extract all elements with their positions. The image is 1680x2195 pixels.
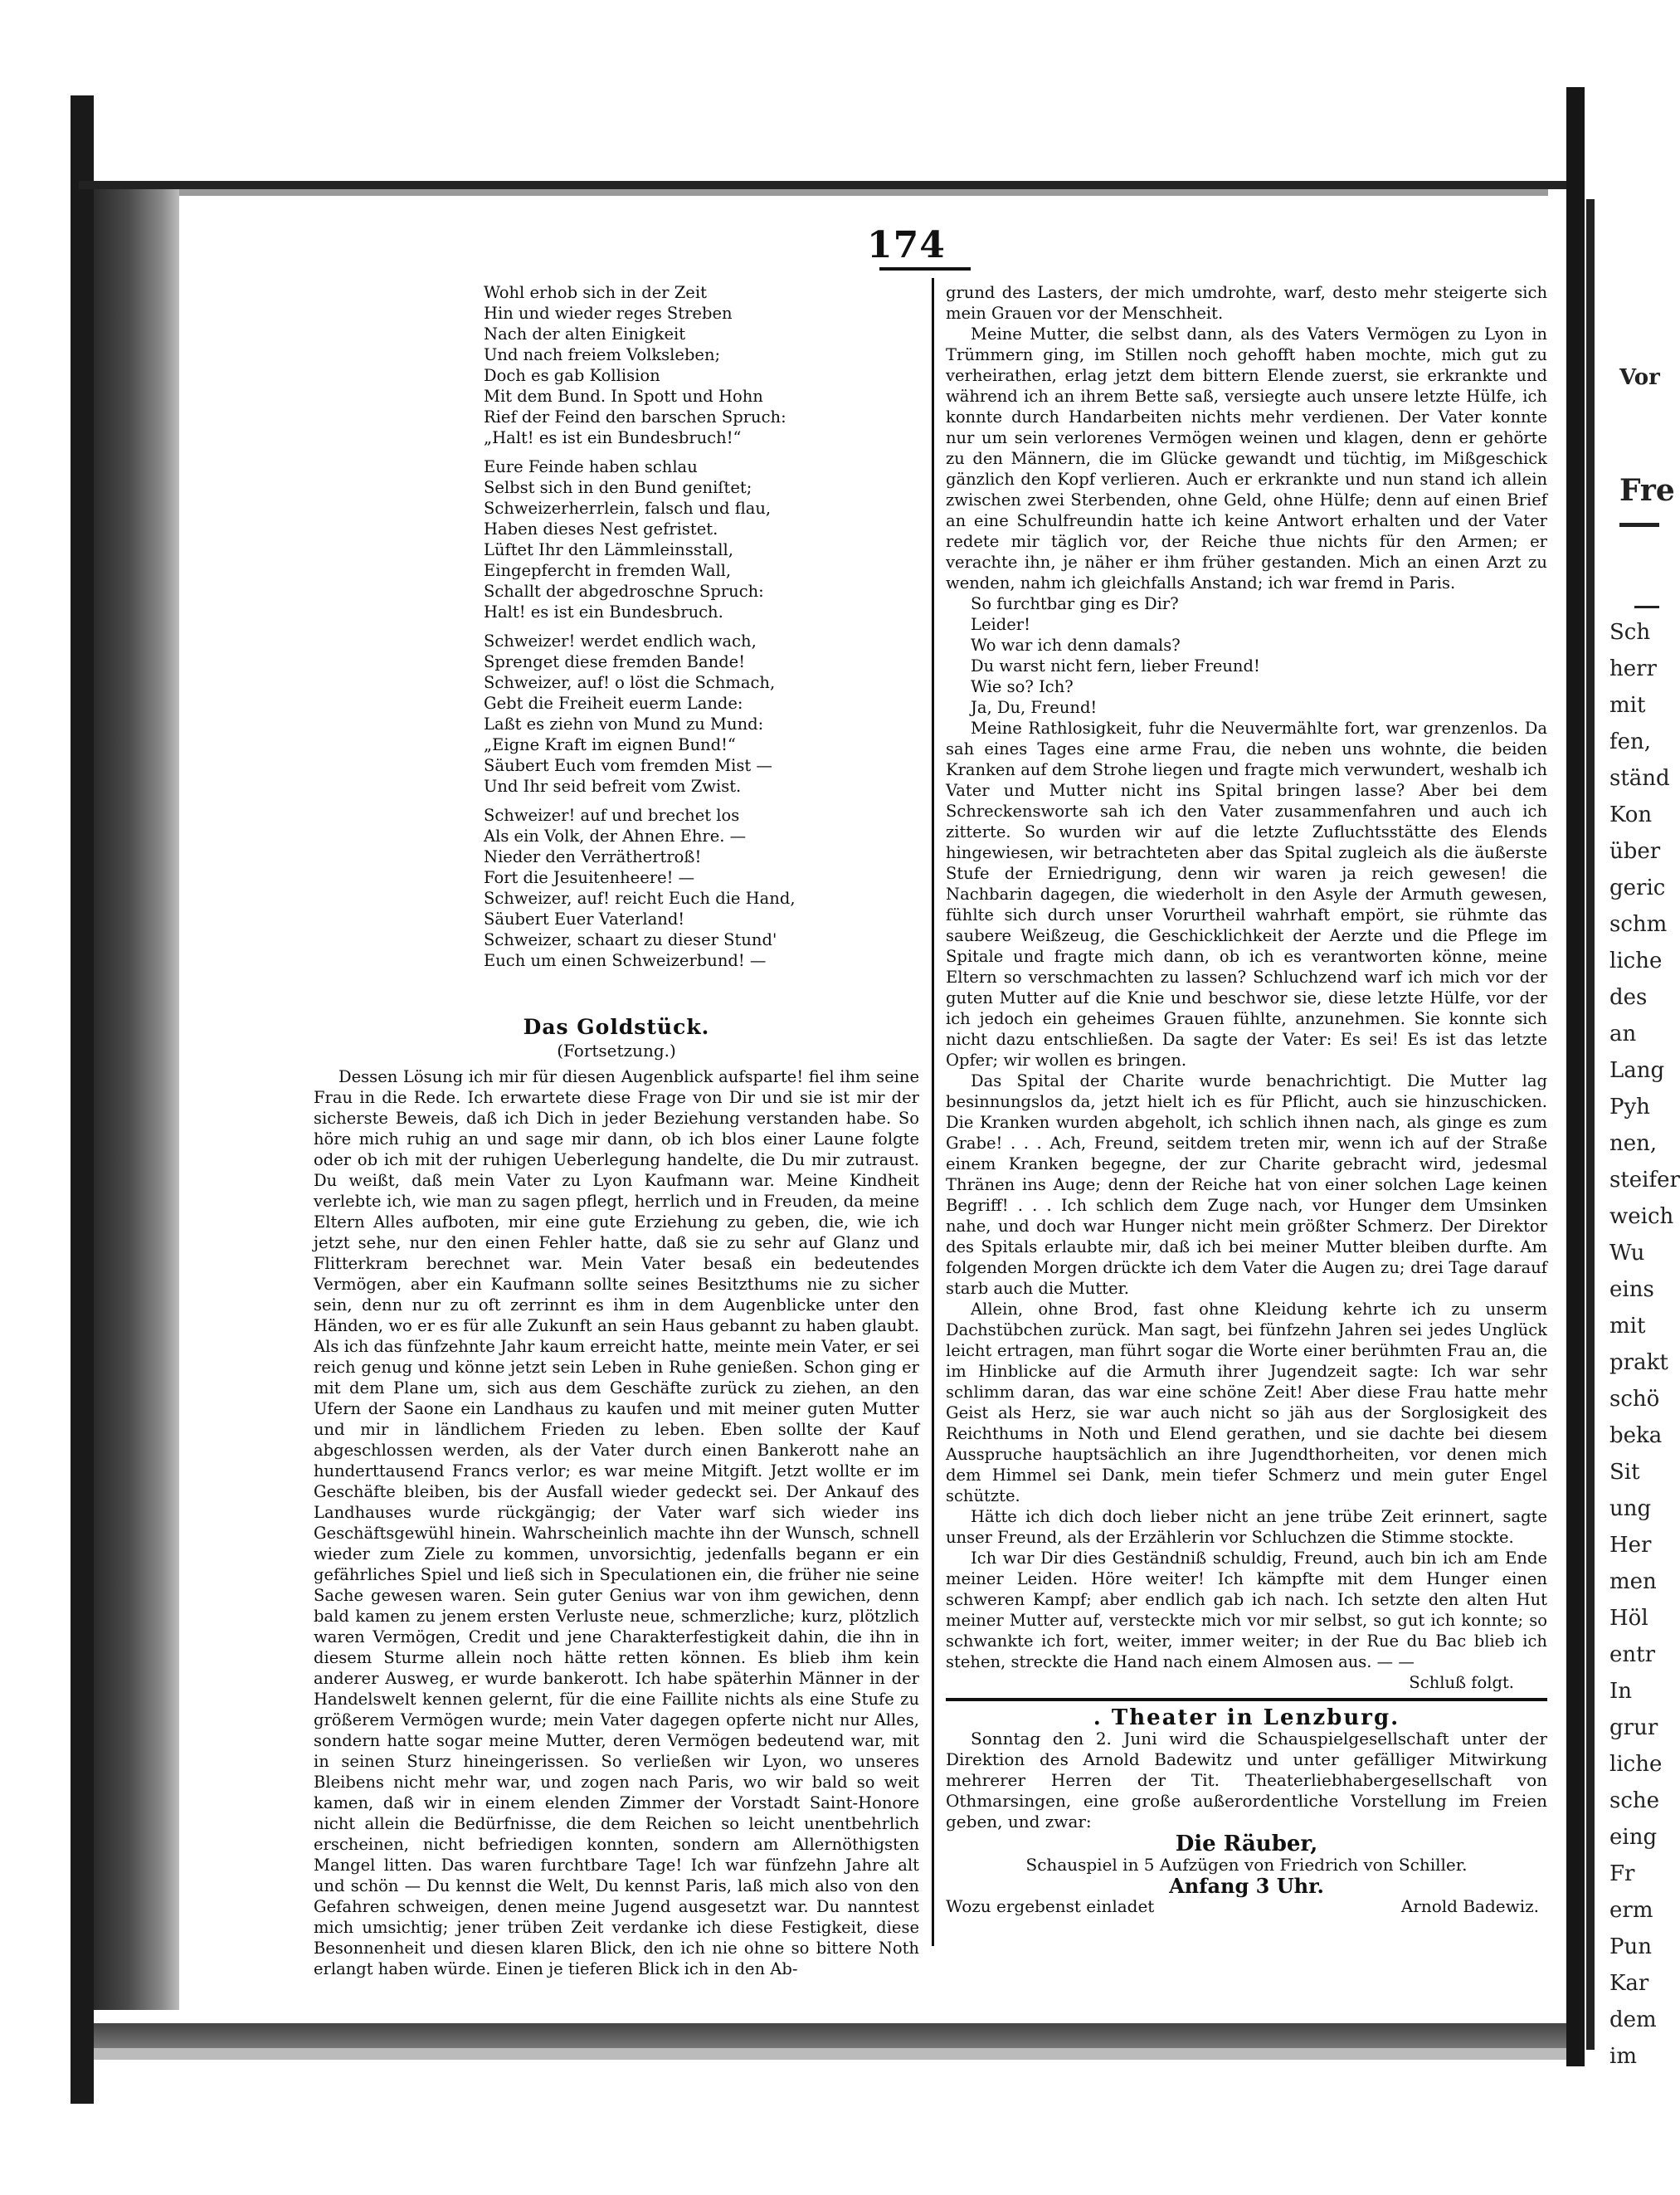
story-paragraph: grund des Lasters, der mich umdrohte, warf, desto mehr steigerte sich mein Grauen vor der Menschheit.: [946, 283, 1547, 323]
story-continued-note: Schluß folgt.: [1409, 1673, 1514, 1692]
next-page-fragment-line: prakt: [1609, 1350, 1668, 1375]
poem-line: Schweizerherrlein, falsch und flau,: [484, 499, 772, 518]
notice-title: . Theater in Lenzburg.: [1093, 1705, 1400, 1730]
column-divider: [932, 278, 934, 1946]
next-page-fragment-line: eins: [1609, 1277, 1654, 1302]
notice-body: Sonntag den 2. Juni wird die Schauspielgesellschaft unter der Direktion des Arnold Badewitz und unter gefälliger Mitwirkung mehrerer Herren der Tit. Theaterliebhabergesellschaft von Othmarsingen, eine große außerordentliche Vorstellung im Freien geben, und zwar:: [946, 1729, 1547, 1832]
next-page-fragment-line: geric: [1609, 876, 1666, 900]
next-page-fragment-head-2: Fre: [1619, 473, 1675, 508]
poem-line: Doch es gab Kollision: [484, 366, 660, 385]
next-page-fragment-line: nen,: [1609, 1131, 1658, 1156]
next-page-fragment-line: dem: [1609, 2007, 1657, 2032]
dialog-line: Wie so? Ich?: [971, 677, 1074, 696]
poem-line: Fort die Jesuitenheere! —: [484, 868, 695, 887]
next-page-fragment-line: grur: [1609, 1715, 1658, 1740]
next-page-fragment-line: entr: [1609, 1642, 1656, 1667]
poem-line: Sprenget diese fremden Bande!: [484, 652, 746, 671]
poem-line: Wohl erhob sich in der Zeit: [484, 283, 707, 302]
next-page-fragment-line: Pun: [1609, 1934, 1652, 1959]
next-page-fragment-line: eing: [1609, 1825, 1658, 1850]
poem-line: Nach der alten Einigkeit: [484, 324, 686, 344]
story-subtitle: (Fortsetzung.): [557, 1041, 676, 1061]
poem-line: Schweizer, auf! reicht Euch die Hand,: [484, 889, 796, 908]
story-paragraph: Meine Mutter, die selbst dann, als des Vaters Vermögen zu Lyon in Trümmern ging, im Stillen noch gehofft haben mochte, mich gut zu verheirathen, erlag jetzt dem bittern Elende zuerst, sie erkrankte und während ich an ihrem Bette saß, versiegte auch unsere letzte Hülfe, ich konnte durch Handarbeiten nichts mehr verdienen. Der Vater konnte nur um sein verlorenes Vermögen weinen und klagen, denn er gehörte zu den Männern, die im Glücke gewandt und tüchtig, im Mißgeschick gänzlich den Kopf verlieren. Auch er erkrankte und nun stand ich allein zwischen zwei Sterbenden, ohne Geld, ohne Hülfe; denn auf einen Brief an eine Schulfreundin hatte ich keine Antwort erhalten und der Vater redete mir täglich vor, der Reiche thue nichts für den Armen; er verachte ihn, je näher er ihm früher gestanden. Mich an einen Arzt zu wenden, nahm ich gleichfalls Anstand; ich war fremd in Paris.: [946, 324, 1547, 593]
notice-signature-row: [946, 1896, 1547, 1917]
next-page-fragment-line: Sit: [1609, 1460, 1640, 1485]
next-page-fragment-line: liche: [1609, 949, 1663, 973]
poem-line: Haben dieses Nest gefristet.: [484, 519, 718, 539]
dialog-line: So furchtbar ging es Dir?: [971, 594, 1179, 613]
next-page-fragment-line: an: [1609, 1022, 1637, 1046]
next-page-fragment-line: liche: [1609, 1752, 1663, 1777]
poem-line: Rief der Feind den barschen Spruch:: [484, 407, 786, 427]
poem-stanza: [484, 805, 919, 971]
next-page-fragment-head-1: Vor: [1619, 365, 1660, 390]
next-page-fragment: [1586, 199, 1680, 2069]
dialog-line: Wo war ich denn damals?: [971, 636, 1181, 655]
notice-play-title: Die Räuber,: [1175, 1832, 1318, 1856]
next-page-fragment-line: Wu: [1609, 1241, 1645, 1266]
page-number: 174: [867, 224, 946, 266]
scan-book-edge-left: [71, 95, 94, 2104]
next-page-fragment-line: Kar: [1609, 1971, 1649, 1996]
next-page-fragment-line: mit: [1609, 693, 1646, 718]
next-page-fragment-line: sche: [1609, 1788, 1660, 1813]
poem-line: Lüftet Ihr den Lämmleinsstall,: [484, 540, 733, 559]
poem-line: Schallt der abgedroschne Spruch:: [484, 582, 764, 601]
poem-stanza: [484, 631, 919, 797]
poem-line: Schweizer, auf! o löst die Schmach,: [484, 673, 776, 692]
theater-notice: [946, 1705, 1547, 1917]
next-page-fragment-line: Kon: [1609, 802, 1653, 827]
poem-line: Und Ihr seid befreit vom Zwist.: [484, 777, 742, 796]
notice-invite: Wozu ergebenst einladet: [946, 1896, 1155, 1916]
next-page-fragment-line: herr: [1609, 656, 1657, 681]
scan-bottom-shadow: [94, 2048, 1579, 2060]
poem-line: Gebt die Freiheit euerm Lande:: [484, 694, 743, 713]
poem-line: Euch um einen Schweizerbund! —: [484, 951, 767, 970]
scan-top-shadow: [179, 189, 1548, 196]
left-column: [314, 282, 919, 1979]
poem-line: Eure Feinde haben schlau: [484, 457, 698, 476]
next-page-fragment-line: Fr: [1609, 1861, 1635, 1886]
poem-line: Schweizer! werdet endlich wach,: [484, 632, 757, 651]
story-paragraph: Allein, ohne Brod, fast ohne Kleidung kehrte ich zu unserm Dachstübchen zurück. Man sagt, bei fünfzehn Jahren sei jedes Unglück leicht ertragen, man führt sogar die Worte einer berühmten Frau an, die im Hinblicke auf die Armuth ihrer Jugendzeit sagte: Ich war sehr schlimm daran, das war eine schöne Zeit! Aber diese Frau hatte mehr Geist als Herz, sie war auch nicht so jäh aus der Sorglosigkeit des Reichthums in Noth und Elend gerathen, und sie dachte bei diesem Ausspruche hauptsächlich an ihre Jugendthorheiten, vor denen mich dem Himmel sei Dank, mein tiefer Schmerz und mein guter Engel schützte.: [946, 1300, 1547, 1505]
dialog-line: Leider!: [971, 615, 1030, 634]
dialog-line: Du warst nicht fern, lieber Freund!: [971, 656, 1260, 676]
next-page-fragment-line: ständ: [1609, 766, 1670, 791]
next-page-fragment-line: Sch: [1609, 620, 1651, 645]
story-paragraph: Das Spital der Charite wurde benachrichtigt. Die Mutter lag besinnungslos da, jetzt hielt ich es für Pflicht, auch sie hinzuschicken. Die Kranken wurden abgeholt, ich schlich ihnen nach, als ginge es zum Grabe! . . . Ach, Freund, seitdem treten mir, wenn ich auf der Straße einem Kranken begegne, der zur Charite gebracht wird, jedesmal Thränen ins Auge; denn der Reiche hat von einer solchen Lage keinen Begriff! . . . Ich schlich dem Zuge nach, vor Hunger dem Umsinken nahe, und doch war Hunger nicht mein größter Schmerz. Der Direktor des Spitals erlaubte mir, daß ich bei meiner Mutter bleiben durfte. Am folgenden Morgen drückte ich dem Vater die Augen zu; drei Tage darauf starb auch die Mutter.: [946, 1071, 1547, 1298]
right-column: [946, 282, 1547, 1917]
next-page-fragment-line: mit: [1609, 1314, 1646, 1339]
story-paragraph: Meine Rathlosigkeit, fuhr die Neuvermählte fort, war grenzenlos. Da sah eines Tages eine arme Frau, die neben uns wohnte, die beiden Kranken auf dem Strohe liegen und fragte mich verwundert, weshalb ich Vater und Mutter nicht ins Spital bringen lasse? Aber bei dem Schreckensworte sah ich den Vater zusammenfahren und auch ich zitterte. So wurden wir auf die letzte Zufluchtsstätte des Elends hingewiesen, wir betrachteten aber das Spital zugleich als die äußerste Stufe der Erniedrigung, denn wir waren ja reich gewesen! die Nachbarin dagegen, die wiederholt in den Asyle der Armuth gewesen, fühlte sich durch unser Vorurtheil wahrhaft empört, sie rühmte das saubere Weißzeug, die Geschicklichkeit der Aerzte und die Pflege im Spitale und fragte mich dann, ob ich es verantworten könne, meine Eltern so verschmachten zu lassen? Schluchzend warf ich mich vor der guten Mutter auf die Knie und beschwor sie, diese letzte Hülfe, vor der ich jedoch ein geheimes Grauen fühlte, anzunehmen. Sie konnte sich nicht dazu entschließen. Da sagte der Vater: Es sei! Es ist das letzte Opfer; wir wollen es bringen.: [946, 719, 1547, 1070]
next-page-fragment-line: erm: [1609, 1898, 1653, 1923]
poem-line: Laßt es ziehn von Mund zu Mund:: [484, 715, 764, 734]
scan-book-edge-right: [1566, 87, 1585, 2066]
poem-line: Selbst sich in den Bund geniſtet;: [484, 478, 752, 497]
poem-line: „Eigne Kraft im eignen Bund!“: [484, 735, 736, 754]
next-page-fragment-line: men: [1609, 1569, 1657, 1594]
poem-line: Und nach freiem Volksleben;: [484, 345, 721, 364]
poem-stanza: [484, 456, 919, 622]
poem-line: Schweizer, schaart zu dieser Stund': [484, 930, 777, 949]
next-page-fragment-line: Her: [1609, 1533, 1652, 1558]
next-page-rule: [1619, 523, 1659, 527]
notice-signature: Arnold Badewiz.: [1400, 1896, 1539, 1916]
poem-line: Als ein Volk, der Ahnen Ehre. —: [484, 827, 747, 846]
next-page-fragment-line: ung: [1609, 1496, 1652, 1521]
next-page-fragment-line: steifer: [1609, 1168, 1680, 1193]
dialog-line: Ja, Du, Freund!: [971, 698, 1098, 717]
next-page-fragment-line: beka: [1609, 1423, 1663, 1448]
dialog-block: [946, 593, 1547, 718]
story-paragraph: Ich war Dir dies Geständniß schuldig, Freund, auch bin ich am Ende meiner Leiden. Höre weiter! Ich kämpfte mit dem Hunger einen schweren Kampf; aber endlich gab ich nach. Ich setzte den alten Hut meiner Mutter auf, versteckte mich vor mir selbst, so gut ich konnte; so schwankte ich fort, weiter, immer weiter; in der Rue du Bac blieb ich stehen, streckte die Hand nach einem Almosen aus. — —: [946, 1549, 1547, 1671]
poem-line: Mit dem Bund. In Spott und Hohn: [484, 387, 763, 406]
next-page-fragment-line: Höl: [1609, 1606, 1648, 1631]
poem-line: „Halt! es ist ein Bundesbruch!“: [484, 428, 742, 447]
next-page-fragment-line: des: [1609, 985, 1648, 1010]
next-page-rule-short: [1634, 606, 1659, 608]
next-page-fragment-line: im: [1609, 2044, 1637, 2069]
poem-line: Schweizer! auf und brechet los: [484, 806, 740, 825]
poem: [314, 282, 919, 971]
scan-bottom-edge: [94, 2023, 1579, 2048]
poem-stanza: [484, 282, 919, 448]
next-page-text-lines: [1609, 614, 1680, 2075]
next-page-fragment-line: schm: [1609, 912, 1668, 937]
story-paragraph: Hätte ich dich doch lieber nicht an jene trübe Zeit erinnert, sagte unser Freund, als der Erzählerin vor Schluchzen die Stimme stockte.: [946, 1507, 1547, 1547]
notice-start-time: Anfang 3 Uhr.: [1169, 1874, 1324, 1898]
poem-line: Hin und wieder reges Streben: [484, 304, 733, 323]
poem-line: Halt! es ist ein Bundesbruch.: [484, 602, 723, 622]
poem-line: Säubert Euch vom fremden Mist —: [484, 756, 772, 775]
next-page-fragment-line: Pyh: [1609, 1095, 1650, 1119]
next-page-fragment-line: weich: [1609, 1204, 1674, 1229]
next-page-fragment-line: Lang: [1609, 1058, 1665, 1083]
next-page-fragment-line: fen,: [1609, 729, 1652, 754]
notice-play-description: Schauspiel in 5 Aufzügen von Friedrich von Schiller.: [1025, 1855, 1468, 1875]
story-title: Das Goldstück.: [523, 1015, 710, 1039]
next-page-fragment-line: über: [1609, 839, 1661, 864]
poem-line: Säubert Euer Vaterland!: [484, 910, 685, 929]
next-page-fragment-line: In: [1609, 1679, 1633, 1704]
page-number-rule: [879, 267, 971, 271]
notice-rule: [946, 1698, 1547, 1701]
scan-top-edge: [79, 181, 1572, 189]
scan-gutter-shadow: [94, 184, 179, 2010]
story-paragraph: Dessen Lösung ich mir für diesen Augenblick aufsparte! fiel ihm seine Frau in die Rede. Ich erwartete diese Frage von Dir und sie ist mir der sicherste Beweis, daß ich Dich in jeder Beziehung verstanden habe. So höre mich ruhig an und sage mir dann, ob ich blos einer Laune folgte oder ob ich mit der ruhigen Ueberlegung handelte, die Du mir zutraust. Du weißt, daß mein Vater zu Lyon Kaufmann war. Meine Kindheit verlebte ich, wie man zu sagen pflegt, herrlich und in Freuden, da meine Eltern Alles aufboten, mir eine gute Erziehung zu geben, die, wie ich jetzt sehe, nur den einen Fehler hatte, daß sie zu sehr auf Glanz und Flitterkram berechnet war. Mein Vater besaß ein bedeutendes Vermögen, aber ein Kaufmann sollte seines Besitzthums nie zu sicher sein, denn nur zu oft zerrinnt es ihm in dem Augenblicke unter den Händen, wo er es für alle Zukunft an sein Haus gebannt zu haben glaubt. Als ich das fünfzehnte Jahr kaum erreicht hatte, meinte mein Vater, er sei reich genug und könne jetzt sein Leben in Ruhe genießen. Schon ging er mit dem Plane um, sich aus dem Geschäfte zurück zu ziehen, an den Ufern der Saone ein Landhaus zu kaufen und mit meiner guten Mutter und mir in ländlichem Frieden zu leben. Eben sollte der Kauf abgeschlossen werden, als der Vater durch einen Bankerott nahe an hunderttausend Francs verlor; es war meine Mitgift. Jetzt wollte er im Geschäfte bleiben, bis der Ausfall wieder gedeckt sei. Der Ankauf des Landhauses wurde rückgängig; der Vater warf sich wieder ins Geschäftsgewühl hinein. Wahrscheinlich machte ihn der Wunsch, schnell wieder zum Ziele zu kommen, unvorsichtig, jedenfalls begann er ein gefährliches Spiel und ließ sich in Speculationen ein, die früher nie seine Sache gewesen waren. Sein guter Genius war von ihm gewichen, denn bald kamen zu jenem ersten Verluste neue, schmerzliche; kurz, plötzlich waren Vermögen, Credit und jene Charakterfestigkeit dahin, die ihn in diesem Sturme allein noch hätte retten können. Es blieb ihm kein anderer Ausweg, er wurde bankerott. Ich habe späterhin Männer in der Handelswelt kennen gelernt, für die eine Faillite nichts als eine Stufe zu größerem Vermögen wurde; mein Vater dagegen opferte nicht nur Alles, sondern hatte sogar meine Mutter, deren Vermögen bedeutend war, mit in seinen Sturz hineingerissen. So verließen wir Lyon, wo unseres Bleibens nicht mehr war, und zogen nach Paris, wo wir bald so weit kamen, daß wir in einem elenden Zimmer der Vorstadt Saint-Honore nicht allein die Bedürfnisse, die dem Reichen so leicht unentbehrlich erscheinen, nicht befriedigen konnten, sondern am Allernöthigsten Mangel litten. Das waren furchtbare Tage! Ich war fünfzehn Jahre alt und schön — Du kennst die Welt, Du kennst Paris, laß mich also von den Gefahren schweigen, denen meine Jugend ausgesetzt war. Du nanntest mich umsichtig; jener trüben Zeit verdanke ich diese Festigkeit, diese Besonnenheit und diesen klaren Blick, den ich nie ohne so bittere Noth erlangt haben würde. Einen je tieferen Blick ich in den Ab-: [314, 1067, 919, 1978]
next-page-edge: [1586, 199, 1595, 2050]
next-page-fragment-line: schö: [1609, 1387, 1660, 1412]
poem-line: Eingepfercht in fremden Wall,: [484, 561, 732, 580]
poem-line: Nieder den Verräthertroß!: [484, 847, 702, 866]
